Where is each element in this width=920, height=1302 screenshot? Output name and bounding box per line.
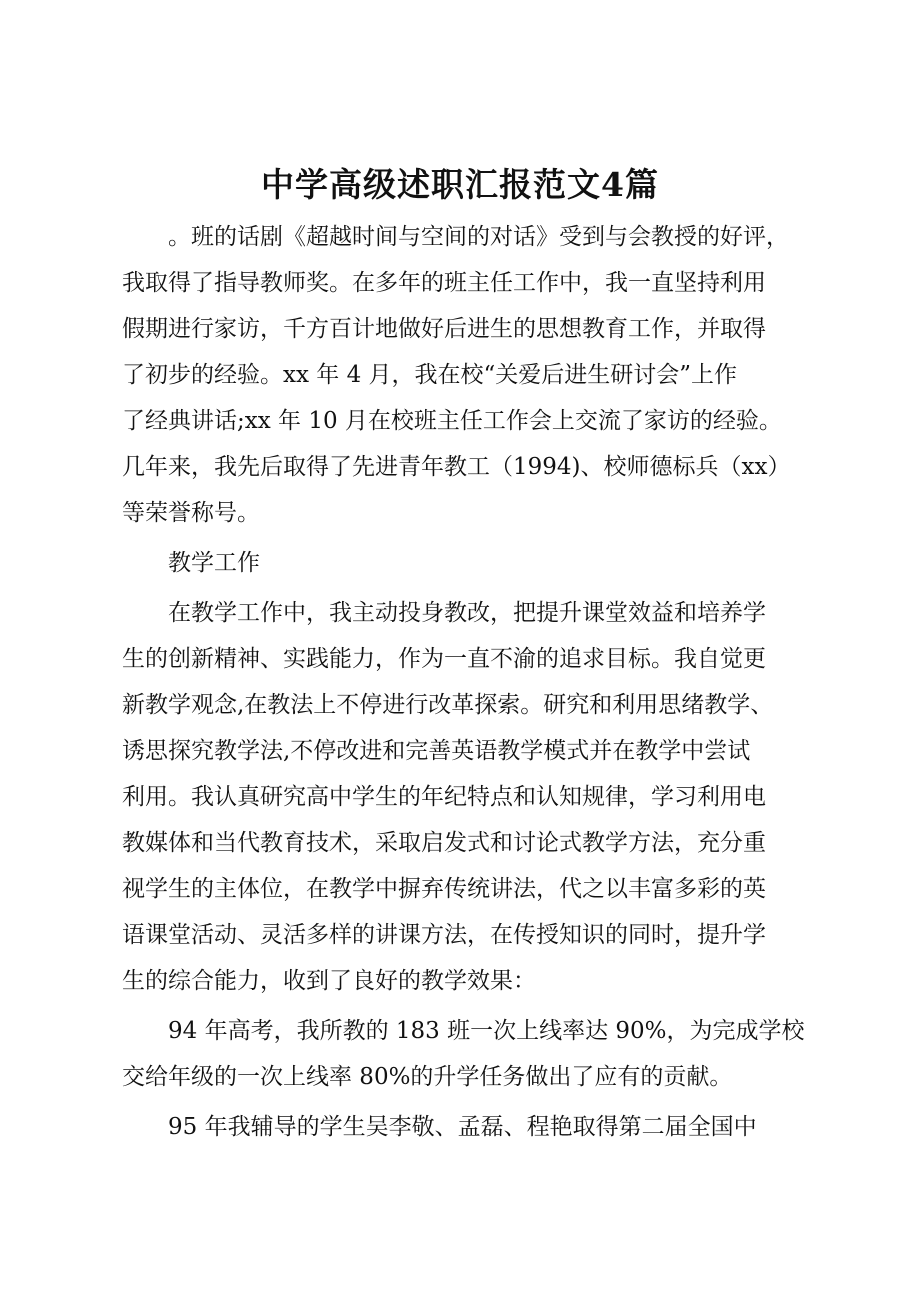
text-line: 语课堂活动、灵活多样的讲课方法，在传授知识的同时，提升学	[122, 922, 766, 948]
text-line: 94 年高考，我所教的 183 班一次上线率达 90%，为完成学校	[168, 1018, 805, 1044]
document-title: 中学高级述职汇报范文4篇	[261, 165, 659, 204]
section-heading: 教学工作	[168, 550, 260, 576]
document-body	[122, 214, 834, 1150]
text-line: 我取得了指导教师奖。在多年的班主任工作中，我一直坚持利用	[122, 270, 766, 296]
text-line: 等荣誉称号。	[122, 500, 260, 526]
paragraph-1994-exam	[122, 1008, 834, 1100]
text-line: 诱思探究教学法,不停改进和完善英语教学模式并在教学中尝试	[122, 738, 751, 764]
paragraph-teaching	[122, 590, 834, 1004]
paragraph-honors	[122, 214, 834, 536]
text-line: 假期进行家访，千方百计地做好后进生的思想教育工作，并取得	[122, 316, 766, 342]
text-line: 教媒体和当代教育技术，采取启发式和讨论式教学方法，充分重	[122, 830, 766, 856]
text-line: 新教学观念,在教法上不停进行改革探索。研究和利用思绪教学、	[122, 692, 774, 718]
text-line: 95 年我辅导的学生吴李敬、孟磊、程艳取得第二届全国中	[168, 1114, 757, 1140]
text-line: 了初步的经验。xx 年 4 月，我在校“关爱后进生研讨会”上作	[122, 362, 738, 388]
text-line: 利用。我认真研究高中学生的年纪特点和认知规律，学习利用电	[122, 784, 766, 810]
text-line: 。班的话剧《超越时间与空间的对话》受到与会教授的好评，	[168, 224, 789, 250]
text-line: 视学生的主体位，在教学中摒弃传统讲法，代之以丰富多彩的英	[122, 876, 766, 902]
text-line: 在教学工作中，我主动投身教改，把提升课堂效益和培养学	[168, 600, 766, 626]
text-line: 几年来，我先后取得了先进青年教工（1994)、校师德标兵（xx）	[122, 454, 791, 480]
text-line: 了经典讲话;xx 年 10 月在校班主任工作会上交流了家访的经验。	[122, 408, 782, 434]
text-line: 生的综合能力，收到了良好的教学效果：	[122, 968, 536, 994]
text-line: 生的创新精神、实践能力，作为一直不渝的追求目标。我自觉更	[122, 646, 766, 672]
paragraph-1995-competition	[122, 1104, 834, 1150]
text-line: 交给年级的一次上线率 80%的升学任务做出了应有的贡献。	[122, 1064, 733, 1090]
